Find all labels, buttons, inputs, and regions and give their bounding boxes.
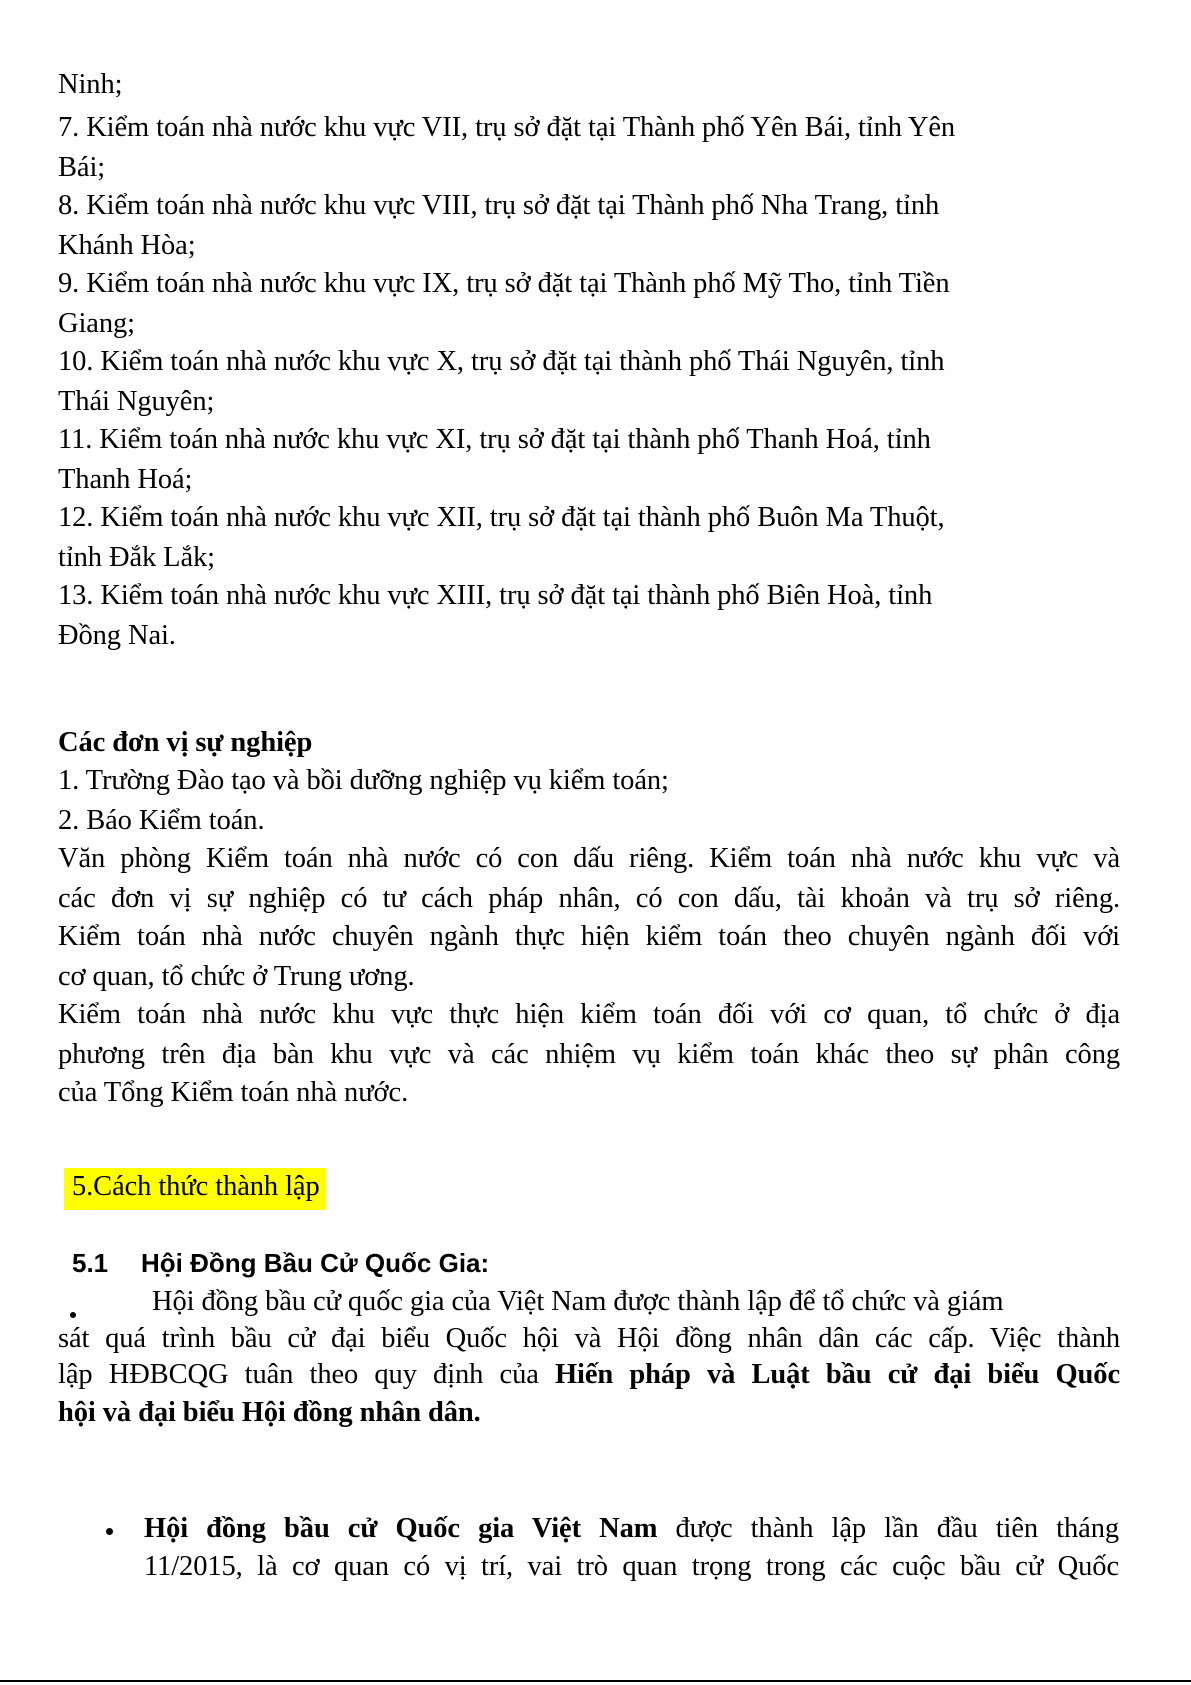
paragraph-line: hội và đại biểu Hội đồng nhân dân. [58,1397,481,1428]
section-5-1-heading [72,1248,489,1279]
list-line: tỉnh Đắk Lắk; [58,542,215,573]
list-line: Ninh; [58,69,123,100]
paragraph-line [144,1512,1119,1546]
paragraph-line: 11/2015, là cơ quan có vị trí, vai trò quan trọng trong các cuộc bầu cử Quốc [144,1551,1119,1582]
section-5-heading: 5.Cách thức thành lập [64,1168,326,1210]
list-line: Bái; [58,152,106,183]
paragraph-line [58,1358,1120,1392]
list-line: 1. Trường Đào tạo và bồi dưỡng nghiệp vụ kiểm toán; [58,765,669,796]
section-heading: Các đơn vị sự nghiệp [58,727,313,758]
list-line: Giang; [58,308,135,339]
list-line: 7. Kiểm toán nhà nước khu vực VII, trụ sở đặt tại Thành phố Yên Bái, tỉnh Yên [58,112,956,143]
list-line: 8. Kiểm toán nhà nước khu vực VIII, trụ sở đặt tại Thành phố Nha Trang, tỉnh [58,190,940,221]
list-line: 11. Kiểm toán nhà nước khu vực XI, trụ sở đặt tại thành phố Thanh Hoá, tỉnh [58,424,931,455]
paragraph-text: được thành lập lần đầu tiên tháng [657,1513,1119,1544]
paragraph-line: Kiểm toán nhà nước khu vực thực hiện kiểm toán đối với cơ quan, tổ chức ở địa [58,999,1120,1030]
list-line: Đồng Nai. [58,620,176,651]
list-line: Thanh Hoá; [58,464,193,495]
paragraph-line: Hội đồng bầu cử quốc gia của Việt Nam được thành lập để tổ chức và giám [152,1286,1004,1317]
paragraph-line: của Tổng Kiểm toán nhà nước. [58,1077,409,1108]
paragraph-line: Văn phòng Kiểm toán nhà nước có con dấu riêng. Kiểm toán nhà nước khu vực và [58,843,1120,874]
list-line: 10. Kiểm toán nhà nước khu vực X, trụ sở đặt tại thành phố Thái Nguyên, tỉnh [58,346,945,377]
list-line: Khánh Hòa; [58,230,196,261]
list-line: 13. Kiểm toán nhà nước khu vực XIII, trụ sở đặt tại thành phố Biên Hoà, tỉnh [58,580,933,611]
paragraph-line: các đơn vị sự nghiệp có tư cách pháp nhân, có con dấu, tài khoản và trụ sở riêng. [58,883,1120,914]
heading-number: 5.1 [72,1248,109,1278]
list-line: Thái Nguyên; [58,386,215,417]
paragraph-line: cơ quan, tổ chức ở Trung ương. [58,961,415,992]
paragraph-bold-text: Hội đồng bầu cử Quốc gia Việt Nam [144,1513,658,1544]
list-line: 9. Kiểm toán nhà nước khu vực IX, trụ sở đặt tại Thành phố Mỹ Tho, tỉnh Tiền [58,268,950,299]
paragraph-bold-text: Hiến pháp và Luật bầu cử đại biểu Quốc [554,1359,1120,1390]
bullet-icon [106,1528,113,1535]
bullet-icon [70,1312,76,1318]
page-bottom-rule [0,1680,1191,1682]
list-line: 12. Kiểm toán nhà nước khu vực XII, trụ sở đặt tại thành phố Buôn Ma Thuột, [58,502,945,533]
paragraph-line: Kiểm toán nhà nước chuyên ngành thực hiện kiểm toán theo chuyên ngành đối với [58,921,1120,952]
paragraph-text: lập HĐBCQG tuân theo quy định của [58,1359,555,1390]
heading-title: Hội Đồng Bầu Cử Quốc Gia: [141,1248,490,1278]
list-line: 2. Báo Kiểm toán. [58,805,265,836]
paragraph-line: phương trên địa bàn khu vực và các nhiệm vụ kiểm toán khác theo sự phân công [58,1039,1120,1070]
paragraph-line: sát quá trình bầu cử đại biểu Quốc hội và Hội đồng nhân dân các cấp. Việc thành [58,1323,1120,1354]
